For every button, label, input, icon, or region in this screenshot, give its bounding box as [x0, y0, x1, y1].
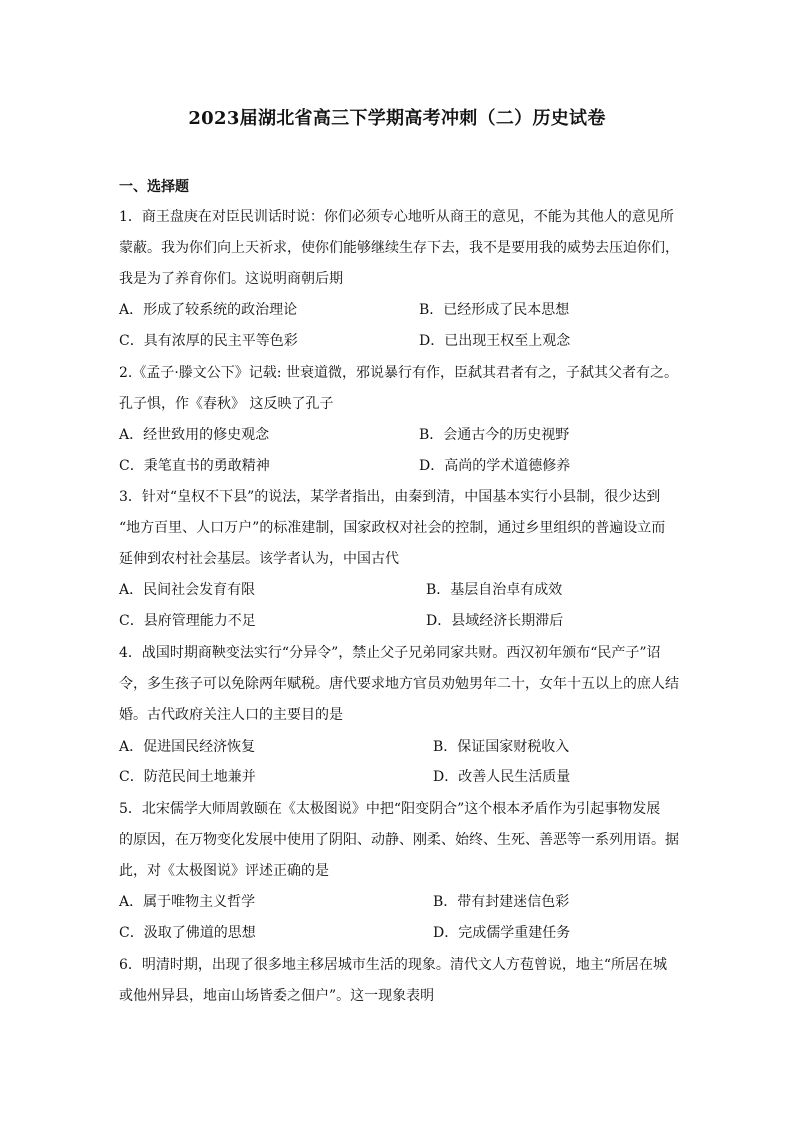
q2-option-a: A．经世致用的修史观念 — [119, 427, 270, 443]
q3-option-c: C．县府管理能力不足 — [119, 613, 256, 629]
q2-option-b: B．会通古今的历史视野 — [419, 427, 570, 443]
q2-line-2: 孔子惧，作《春秋》 这反映了孔子 — [119, 396, 334, 412]
q4-option-c: C．防范民间土地兼并 — [119, 769, 256, 785]
q5-line-2: 的原因，在万物变化发展中使用了阴阳、动静、刚柔、始终、生死、善恶等一系列用语。据 — [119, 832, 679, 848]
q1-option-c: C．具有浓厚的民主平等色彩 — [119, 333, 298, 349]
q5-option-c: C．汲取了佛道的思想 — [119, 925, 256, 941]
q4-line-3: 婚。古代政府关注人口的主要目的是 — [119, 707, 343, 723]
q4-option-a: A．促进国民经济恢复 — [119, 739, 256, 755]
q4-option-d: D．改善人民生活质量 — [433, 769, 571, 785]
q5-line-1: 5．北宋儒学大师周敦颐在《太极图说》中把“阳变阴合”这个根本矛盾作为引起事物发展 — [119, 801, 661, 817]
page-title: 2023届湖北省高三下学期高考冲刺（二）历史试卷 — [188, 108, 606, 129]
q4-option-b: B．保证国家财税收入 — [433, 739, 570, 755]
q2-option-d: D．高尚的学术道德修养 — [419, 458, 571, 474]
q4-line-1: 4．战国时期商鞅变法实行“分异令”，禁止父子兄弟同家共财。西汉初年颁布“民产子”诏 — [119, 645, 661, 661]
q1-option-d: D．已出现王权至上观念 — [419, 333, 571, 349]
q6-line-1: 6．明清时期，出现了很多地主移居城市生活的现象。清代文人方苞曾说，地主“所居在城 — [119, 957, 668, 973]
q1-line-2: 蒙蔽。我为你们向上天祈求，使你们能够继续生存下去，我不是要用我的威势去压迫你们， — [119, 240, 679, 256]
q3-line-1: 3．针对“皇权不下县”的说法，某学者指出，由秦到清，中国基本实行小县制，很少达到 — [119, 489, 661, 505]
q5-line-3: 此，对《太极图说》评述正确的是 — [119, 863, 329, 879]
q4-line-2: 令，多生孩子可以免除两年赋税。唐代要求地方官员劝勉男年二十，女年十五以上的庶人结 — [119, 676, 679, 692]
q6-line-2: 或他州异县，地亩山场皆委之佃户”。这一现象表明 — [119, 988, 435, 1004]
q3-option-a: A．民间社会发育有限 — [119, 582, 256, 598]
q1-option-a: A．形成了较系统的政治理论 — [119, 302, 298, 318]
section-heading: 一、选择题 — [119, 179, 189, 195]
q3-option-b: B．基层自治卓有成效 — [426, 582, 563, 598]
q5-option-a: A．属于唯物主义哲学 — [119, 894, 256, 910]
q3-line-2: “地方百里、人口万户”的标准建制，国家政权对社会的控制，通过乡里组织的普遍设立而 — [119, 520, 666, 536]
q5-option-d: D．完成儒学重建任务 — [433, 925, 571, 941]
q2-line-1: 2.《孟子·滕文公下》记载: 世衰道微，邪说暴行有作，臣弑其君者有之，子弑其父者有之。 — [119, 365, 678, 381]
q1-line-3: 我是为了养育你们。这说明商朝后期 — [119, 271, 343, 287]
q1-option-b: B．已经形成了民本思想 — [419, 302, 570, 318]
q2-option-c: C．秉笔直书的勇敢精神 — [119, 458, 270, 474]
q3-line-3: 延伸到农村社会基层。该学者认为，中国古代 — [119, 551, 399, 567]
q3-option-d: D．县域经济长期滞后 — [426, 613, 564, 629]
q5-option-b: B．带有封建迷信色彩 — [433, 894, 570, 910]
q1-line-1: 1．商王盘庚在对臣民训话时说：你们必须专心地听从商王的意见，不能为其他人的意见所 — [119, 209, 674, 225]
